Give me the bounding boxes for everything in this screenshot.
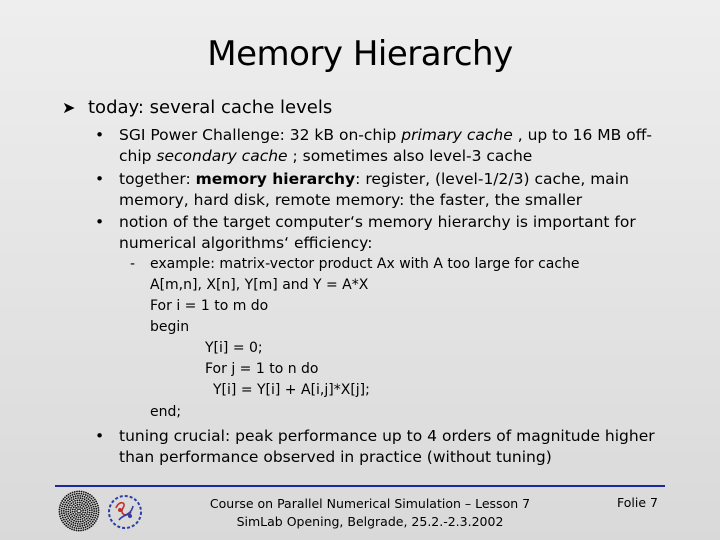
code-line: For j = 1 to n do [205, 361, 319, 377]
level1-item [62, 97, 332, 118]
round-bullet-icon: • [95, 213, 105, 231]
bullet-text [119, 169, 679, 211]
round-bullet-icon: • [95, 170, 105, 188]
level1-text: today: several cache levels [88, 97, 333, 118]
bullet-text-part: memory hierarchy [195, 170, 356, 188]
bullet-text [119, 125, 679, 167]
bullet-text-part: secondary cache [156, 147, 288, 165]
arrow-bullet-icon: ➤ [62, 98, 76, 117]
dotted-circle-logo-icon [58, 490, 100, 536]
bullet-text [119, 212, 679, 254]
bullet-text-part: : register, (level-1/2/3) cache, main memory, hard disk, remote memory: the faster, the smaller [119, 170, 629, 209]
sub-item [130, 254, 580, 275]
footer-text [200, 495, 540, 531]
footer-event: SimLab Opening, Belgrade, 25.2.-2.3.2002 [236, 514, 504, 529]
code-line: Y[i] = Y[i] + A[i,j]*X[j]; [213, 382, 370, 398]
sub-example-text: example: matrix-vector product Ax with A too large for cache [150, 256, 580, 272]
code-line: A[m,n], X[n], Y[m] and Y = A*X [150, 277, 369, 293]
round-bullet-icon: • [95, 126, 105, 144]
dash-marker: - [130, 256, 136, 272]
footer-course: Course on Parallel Numerical Simulation – Lesson 7 [209, 496, 531, 511]
round-bullet-icon: • [95, 427, 105, 445]
bullet-text-part: primary cache [401, 126, 513, 144]
simlab-logo-icon [107, 494, 143, 534]
code-line: end; [150, 404, 182, 420]
code-line: begin [150, 319, 190, 335]
bullet-text-part: SGI Power Challenge: 32 kB on-chip [119, 126, 402, 144]
slide-title: Memory Hierarchy [207, 34, 513, 74]
bullet-text-part: , up to 16 MB off-chip [119, 126, 652, 165]
footer-divider [55, 485, 665, 487]
code-line: Y[i] = 0; [205, 340, 263, 356]
slide-number: Folie 7 [617, 495, 658, 510]
bullet-text-part: together: [119, 170, 196, 188]
code-line: For i = 1 to m do [150, 298, 269, 314]
bullet-text-part: ; sometimes also level-3 cache [287, 147, 533, 165]
bullet-text: tuning crucial: peak performance up to 4 orders of magnitude higher than performance observed in practice (without tuning) [119, 427, 655, 466]
bullet-text-part: notion of the target computer‘s memory hierarchy is important for numerical algorithms‘ efficiency: [119, 213, 636, 252]
